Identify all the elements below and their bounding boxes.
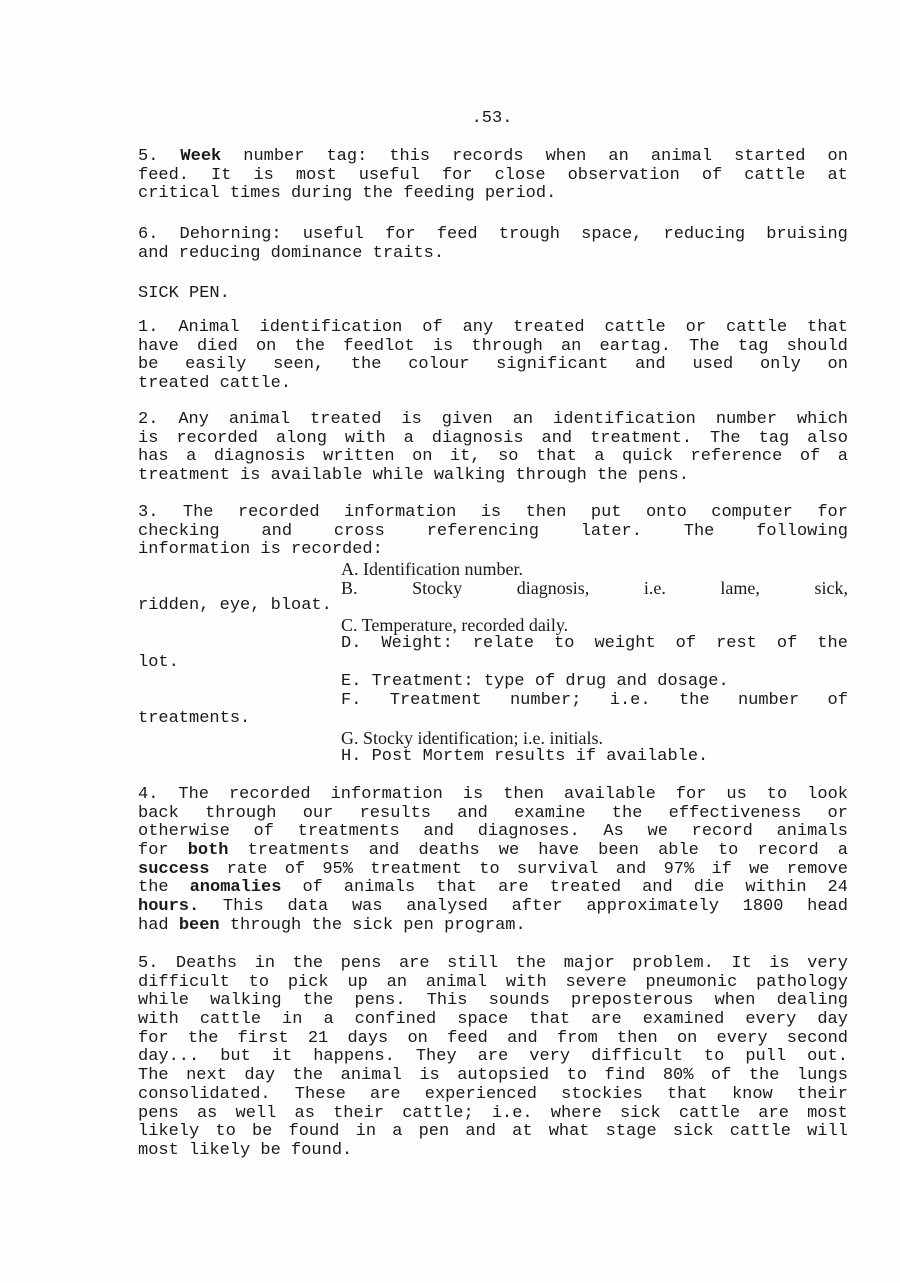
paragraph-week-number-tag [138,148,848,204]
text-line: otherwise of treatments and diagnoses. As we record animals [138,822,848,842]
list-item-a: A. Identification number. [341,559,523,580]
list-item-b-continued: ridden, eye, bloat. [138,596,332,616]
text-line: 2. Any animal treated is given an identification number which [138,410,848,429]
paragraph-sick-pen-1 [138,319,848,394]
text-line: 5. Week number tag: this records when an animal started on [138,147,848,166]
text-line: consolidated. These are experienced stockies that know their [138,1084,848,1104]
page-number: .53. [471,109,513,128]
text-line: The next day the animal is autopsied to find 80% of the lungs [138,1066,848,1086]
text-line: the anomalies of animals that are treated and die within 24 [138,878,848,898]
text-line: day... but it happens. They are very difficult to pull out. [138,1047,848,1067]
text-line: 4. The recorded information is then available for us to look [138,785,848,804]
list-item-c: C. Temperature, recorded daily. [341,615,569,636]
paragraph-dehorning [138,226,848,263]
text-line: likely to be found in a pen and at what stage sick cattle will [138,1122,848,1142]
text-line: checking and cross referencing later. The following [138,521,848,541]
text-line: 1. Animal identification of any treated cattle or cattle that [138,318,848,337]
text-line: most likely be found. [138,1140,353,1160]
text-line: be easily seen, the colour significant and used only on [138,355,848,375]
text-line: 6. Dehorning: useful for feed trough space, reducing bruising [138,225,848,244]
text-line: hours. This data was analysed after approximately 1800 head [138,897,848,917]
text-line: feed. It is most useful for close observation of cattle at [138,165,848,185]
list-item-d-continued: lot. [138,652,179,672]
text-line: for both treatments and deaths we have been able to record a [138,841,848,861]
list-item-g: G. Stocky identification; i.e. initials. [341,728,603,749]
text-line: critical times during the feeding period. [138,184,557,204]
text-line: is recorded along with a diagnosis and treatment. The tag also [138,428,848,448]
text-line: treatment is available while walking through the pens. [138,466,689,486]
text-line: difficult to pick up an animal with severe pneumonic pathology [138,972,848,992]
text-line: while walking the pens. This sounds preposterous when dealing [138,991,848,1011]
paragraph-sick-pen-3 [138,504,848,766]
paragraph-sick-pen-4 [138,786,848,936]
text-line: and reducing dominance traits. [138,243,445,263]
list-item-f: F. Treatment number; i.e. the number of [341,690,848,710]
text-line: had been through the sick pen program. [138,915,526,935]
paragraph-sick-pen-2 [138,411,848,486]
text-line: information is recorded: [138,540,383,560]
text-line: for the first 21 days on feed and from then on every second [138,1028,848,1048]
heading-text: SICK PEN. [138,284,230,303]
text-line: success rate of 95% treatment to survival and 97% if we remove [138,859,848,879]
list-item-h: H. Post Mortem results if available. [341,746,709,766]
text-line: pens as well as their cattle; i.e. where sick cattle are most [138,1103,848,1123]
list-item-b: B. Stocky diagnosis, i.e. lame, sick, [341,577,848,598]
list-item-e: E. Treatment: type of drug and dosage. [341,672,729,691]
text-line: has a diagnosis written on it, so that a quick reference of a [138,447,848,467]
text-line: 5. Deaths in the pens are still the major problem. It is very [138,954,848,973]
text-line: treated cattle. [138,374,292,394]
text-line: back through our results and examine the effectiveness or [138,803,848,823]
list-item-d: D. Weight: relate to weight of rest of the [341,633,848,653]
text-line: 3. The recorded information is then put onto computer for [138,503,848,522]
text-line: have died on the feedlot is through an eartag. The tag should [138,336,848,356]
paragraph-sick-pen-5 [138,955,848,1161]
section-heading-sick-pen [138,285,848,304]
text-line: with cattle in a confined space that are examined every day [138,1010,848,1030]
list-item-f-continued: treatments. [138,709,251,729]
